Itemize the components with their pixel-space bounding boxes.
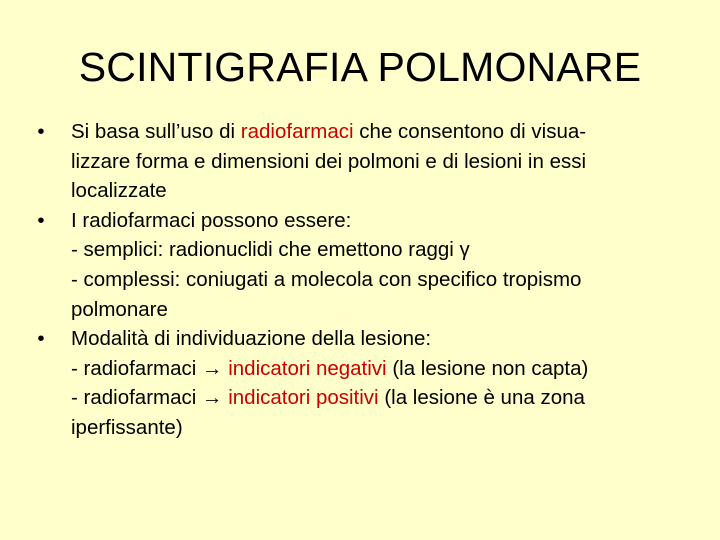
bullet-line [71,383,683,413]
highlighted-term: indicatori negativi [228,356,387,380]
text-segment: iperfissante) [71,415,183,439]
bullet-line [71,117,683,147]
text-segment: I radiofarmaci possono essere: [71,208,352,232]
slide-body [33,117,683,443]
text-segment: (la lesione è una zona [378,386,585,410]
bullet-marker: • [37,208,45,232]
text-segment: polmonare [71,297,168,321]
bullet-line [71,354,683,384]
highlighted-term: radiofarmaci [240,120,354,143]
bullet-line [71,176,683,206]
text-segment: che consentono di visua- [353,120,587,143]
bullet-item [33,206,683,324]
bullet-item [33,324,683,442]
bullet-line [71,235,683,265]
text-segment: - complessi: coniugati a molecola con specifico tropismo [71,267,582,291]
bullet-marker: • [37,120,45,143]
slide-title: SCINTIGRAFIA POLMONARE [78,44,642,90]
text-segment: (la lesione non capta) [386,356,589,380]
text-segment: Si basa sull’uso di [71,120,241,143]
text-segment: - radiofarmaci → [71,386,229,410]
bullet-line [71,413,683,443]
text-segment: Modalità di individuazione della lesione: [71,327,432,351]
highlighted-term: indicatori positivi [228,386,379,410]
text-segment: localizzate [71,179,167,203]
bullet-line [71,295,683,325]
bullet-line [71,265,683,295]
text-segment: - semplici: radionuclidi che emettono raggi γ [71,238,470,262]
bullet-line [71,147,683,177]
bullet-marker: • [37,327,45,351]
text-segment: lizzare forma e dimensioni dei polmoni e di lesioni in essi [71,149,587,173]
bullet-line [71,206,683,236]
text-segment: - radiofarmaci → [71,356,229,380]
bullet-item [33,117,683,206]
bullet-line [71,324,683,354]
